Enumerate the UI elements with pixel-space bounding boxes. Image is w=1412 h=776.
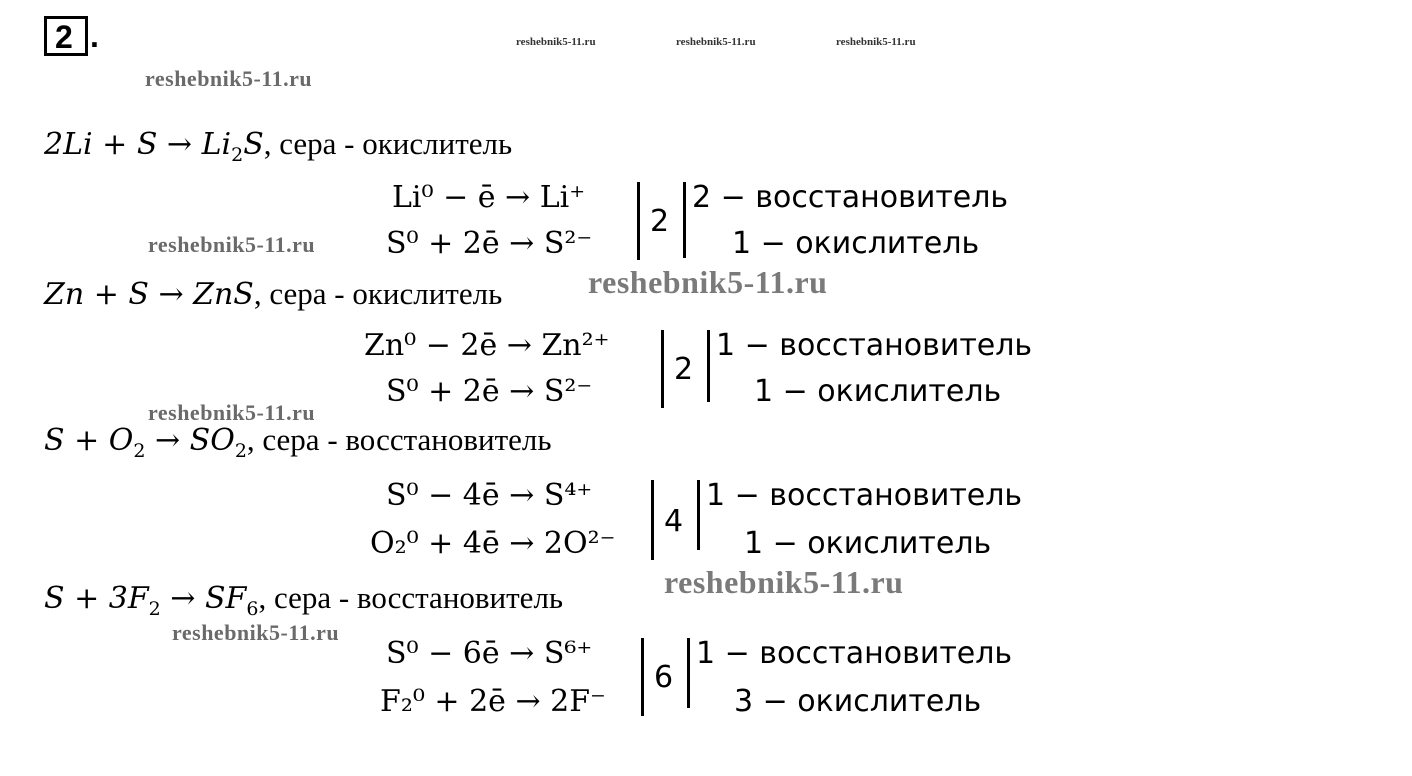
- reaction-1-oxidizer: 1 − окислитель: [732, 226, 980, 261]
- reaction-4-oxidizer: 3 − окислитель: [734, 684, 982, 719]
- reaction-3-oxidizer: 1 − окислитель: [744, 526, 992, 561]
- reaction-2-half-reduction: S⁰ + 2ē → S²⁻: [386, 374, 593, 409]
- reaction-1-half-oxidation: Li⁰ − ē → Li⁺: [392, 180, 586, 215]
- watermark: reshebnik5-11.ru: [836, 36, 916, 48]
- watermark: reshebnik5-11.ru: [148, 232, 316, 257]
- reaction-4-factor: 6: [654, 660, 674, 695]
- task-number-dot: .: [90, 18, 99, 54]
- reaction-3-equation: $S + O_2 \to SO_2$, сера - восстановитель: [44, 422, 552, 462]
- task-number: 2: [55, 19, 73, 55]
- reaction-4-reducer: 1 − восстановитель: [696, 636, 1013, 671]
- divider-line: [707, 330, 710, 402]
- reaction-3-reducer: 1 − восстановитель: [706, 478, 1023, 513]
- reaction-3-factor: 4: [664, 504, 684, 539]
- divider-line: [651, 480, 654, 560]
- divider-line: [683, 182, 686, 258]
- reaction-2-oxidizer: 1 − окислитель: [754, 374, 1002, 409]
- watermark: reshebnik5-11.ru: [148, 400, 316, 425]
- divider-line: [661, 330, 664, 408]
- watermark: reshebnik5-11.ru: [516, 36, 596, 48]
- divider-line: [697, 480, 700, 550]
- watermark: reshebnik5-11.ru: [145, 66, 313, 91]
- watermark: reshebnik5-11.ru: [588, 264, 828, 300]
- divider-line: [641, 638, 644, 716]
- watermark: reshebnik5-11.ru: [664, 564, 904, 600]
- reaction-1-reducer: 2 − восстановитель: [692, 180, 1009, 215]
- divider-line: [687, 638, 690, 708]
- reaction-2-factor: 2: [674, 352, 694, 387]
- reaction-2-half-oxidation: Zn⁰ − 2ē → Zn²⁺: [364, 328, 610, 363]
- reaction-4-equation: $S + 3F_2 \to SF_6$, сера - восстановитель: [44, 580, 564, 620]
- reaction-1-half-reduction: S⁰ + 2ē → S²⁻: [386, 226, 593, 261]
- watermark: reshebnik5-11.ru: [676, 36, 756, 48]
- reaction-2-equation: Zn + S → ZnS, сера - окислитель: [44, 276, 503, 312]
- reaction-1-equation: $2Li + S \to Li_2S$, сера - окислитель: [44, 126, 513, 166]
- reaction-4-half-reduction: F₂⁰ + 2ē → 2F⁻: [380, 684, 606, 719]
- watermark: reshebnik5-11.ru: [172, 620, 340, 645]
- divider-line: [637, 182, 640, 260]
- task-number-box: [44, 16, 88, 56]
- reaction-3-half-reduction: O₂⁰ + 4ē → 2O²⁻: [370, 526, 616, 561]
- reaction-4-half-oxidation: S⁰ − 6ē → S⁶⁺: [386, 636, 593, 671]
- reaction-1-factor: 2: [650, 204, 670, 239]
- reaction-2-reducer: 1 − восстановитель: [716, 328, 1033, 363]
- reaction-3-half-oxidation: S⁰ − 4ē → S⁴⁺: [386, 478, 593, 513]
